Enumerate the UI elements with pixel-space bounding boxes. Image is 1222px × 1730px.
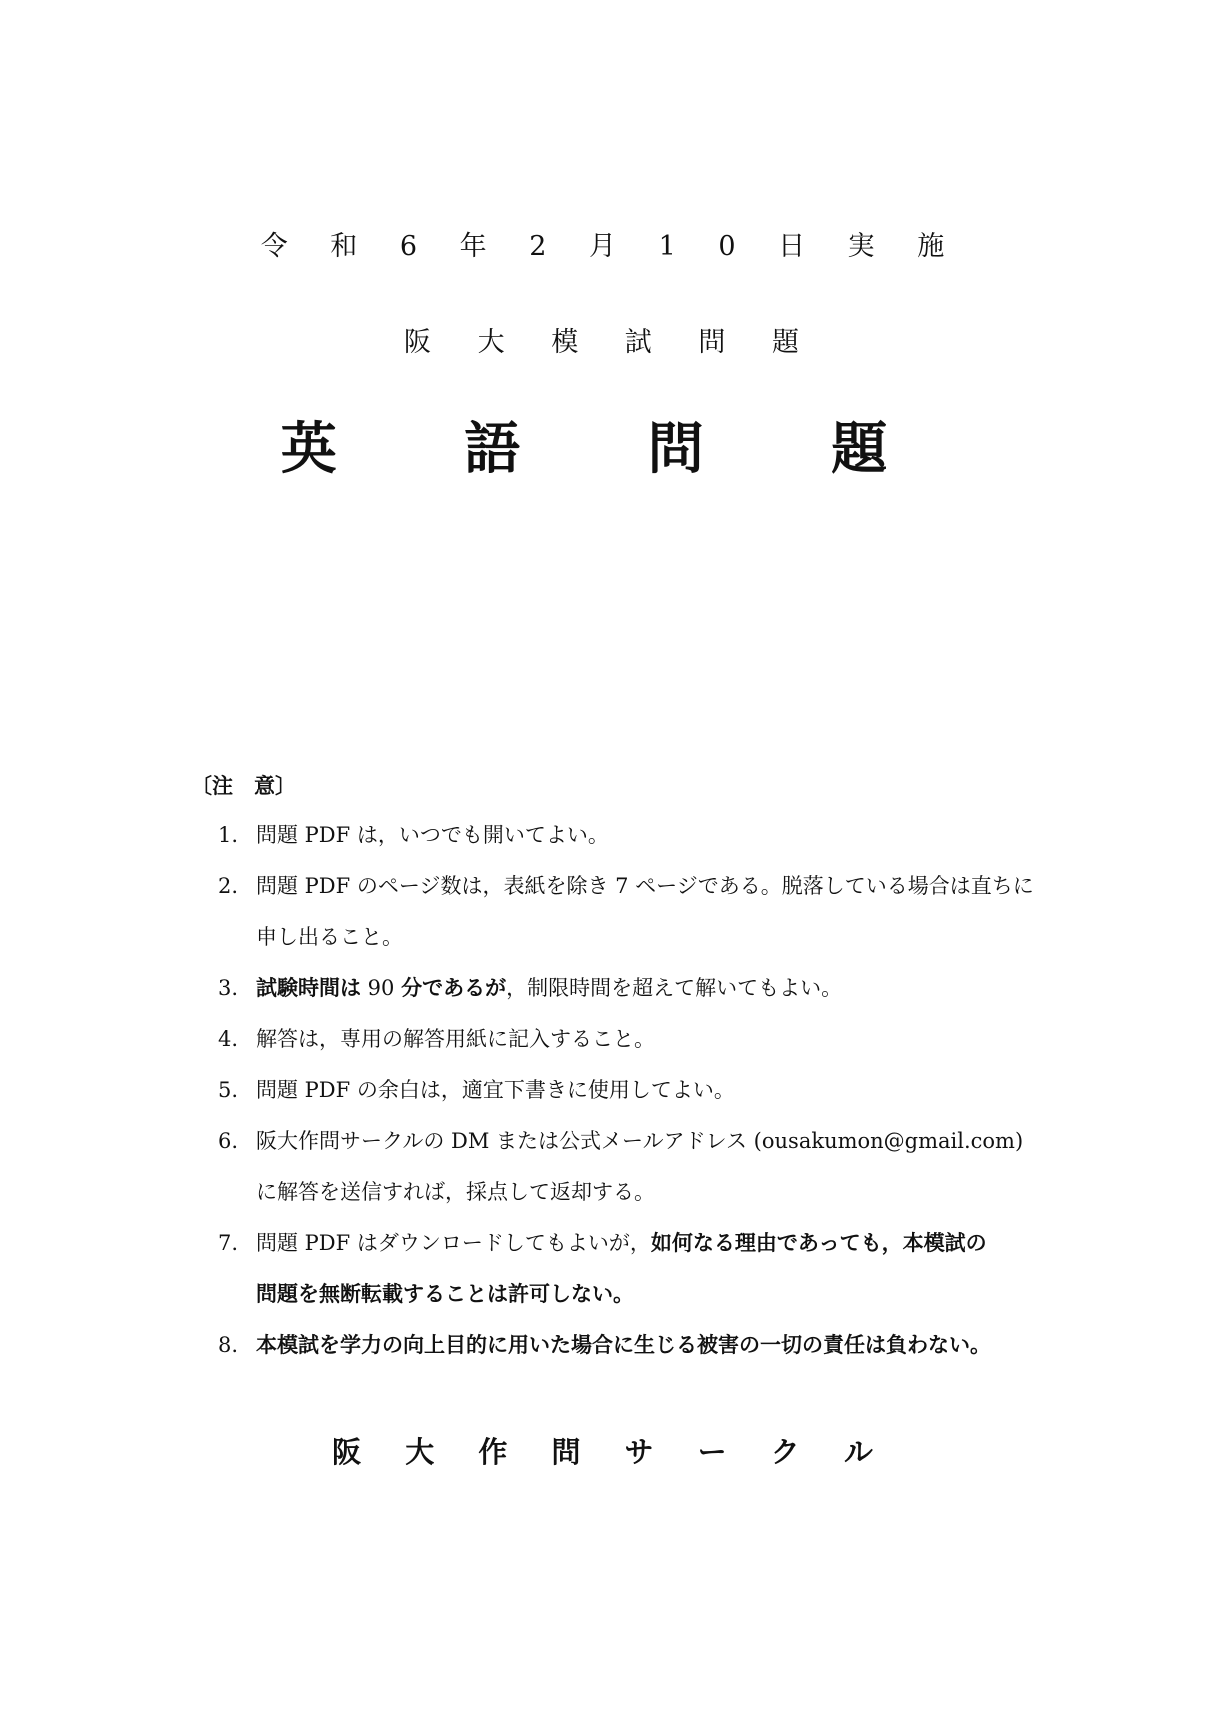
notice-item-line [256, 1320, 1098, 1371]
notice-plain-text: 阪大作問サークルの DM または公式メールアドレス (ousakumon@gmail.com) [256, 1129, 1024, 1153]
notice-item-text [256, 1065, 1098, 1116]
notice-plain-text: 解答は，専用の解答用紙に記入すること。 [256, 1027, 655, 1051]
notice-item-line [256, 1014, 1098, 1065]
notice-plain-text: 問題 PDF は，いつでも開いてよい。 [256, 823, 609, 847]
notice-emphasis-text: 本模試を学力の向上目的に用いた場合に生じる被害の一切の責任は負わない。 [256, 1333, 991, 1357]
notice-item [218, 1320, 1098, 1371]
notice-item-text [256, 1218, 1098, 1320]
notice-item-number: 3. [218, 976, 239, 1000]
page-title: 英 語 問 題 [280, 417, 942, 482]
notice-item [218, 1218, 1098, 1320]
notice-plain-text: 問題 PDF の余白は，適宜下書きに使用してよい。 [256, 1078, 735, 1102]
notice-plain-text: に解答を送信すれば，採点して返却する。 [256, 1180, 655, 1204]
notice-item-number: 2. [218, 874, 239, 898]
notice-item-line [256, 1269, 1098, 1320]
notice-item-text [256, 1116, 1098, 1218]
notice-item-number: 6. [218, 1129, 239, 1153]
exam-subtitle: 阪 大 模 試 問 題 [404, 327, 818, 358]
notice-item-number: 8. [218, 1333, 239, 1357]
notice-item-line [256, 861, 1098, 912]
notice-item [218, 1014, 1098, 1065]
notice-item-text [256, 810, 1098, 861]
exam-date: 令 和 6 年 2 月 1 0 日 実 施 [260, 231, 962, 262]
notice-item [218, 963, 1098, 1014]
notice-plain-text: 申し出ること。 [256, 925, 403, 949]
notice-item-line [256, 912, 1098, 963]
notice-item-number: 5. [218, 1078, 239, 1102]
notice-item [218, 810, 1098, 861]
circle-name: 阪 大 作 問 サ ー ク ル [332, 1435, 890, 1469]
notice-item-line [256, 1218, 1098, 1269]
notice-emphasis-text: 分であるが [401, 976, 507, 1000]
notice-emphasis-text: 問題を無断転載することは許可しない。 [256, 1282, 634, 1306]
notice-item-text [256, 861, 1098, 963]
notice-plain-text: 問題 PDF はダウンロードしてもよいが， [256, 1231, 651, 1255]
notice-item-line [256, 963, 1098, 1014]
notice-item-number: 1. [218, 823, 239, 847]
notice-item [218, 1065, 1098, 1116]
notice-item-line [256, 1167, 1098, 1218]
notice-list [218, 810, 1098, 1371]
notice-item-text [256, 1014, 1098, 1065]
notice-item-text [256, 963, 1098, 1014]
notice-item-text [256, 1320, 1098, 1371]
notice-emphasis-text: 試験時間は [256, 976, 361, 1000]
notice-item-number: 7. [218, 1231, 239, 1255]
notice-plain-text: 90 [361, 976, 402, 1000]
notice-plain-text: 問題 PDF のページ数は，表紙を除き 7 ページである。脱落している場合は直ちに [256, 874, 1034, 898]
notice-heading: 〔注 意〕 [191, 774, 296, 798]
notice-item-line [256, 810, 1098, 861]
notice-item [218, 861, 1098, 963]
notice-item-line [256, 1116, 1098, 1167]
notice-plain-text: ，制限時間を超えて解いてもよい。 [506, 976, 843, 1000]
notice-item-line [256, 1065, 1098, 1116]
notice-item [218, 1116, 1098, 1218]
notice-emphasis-text: 如何なる理由であっても，本模試の [650, 1231, 987, 1255]
notice-item-number: 4. [218, 1027, 239, 1051]
